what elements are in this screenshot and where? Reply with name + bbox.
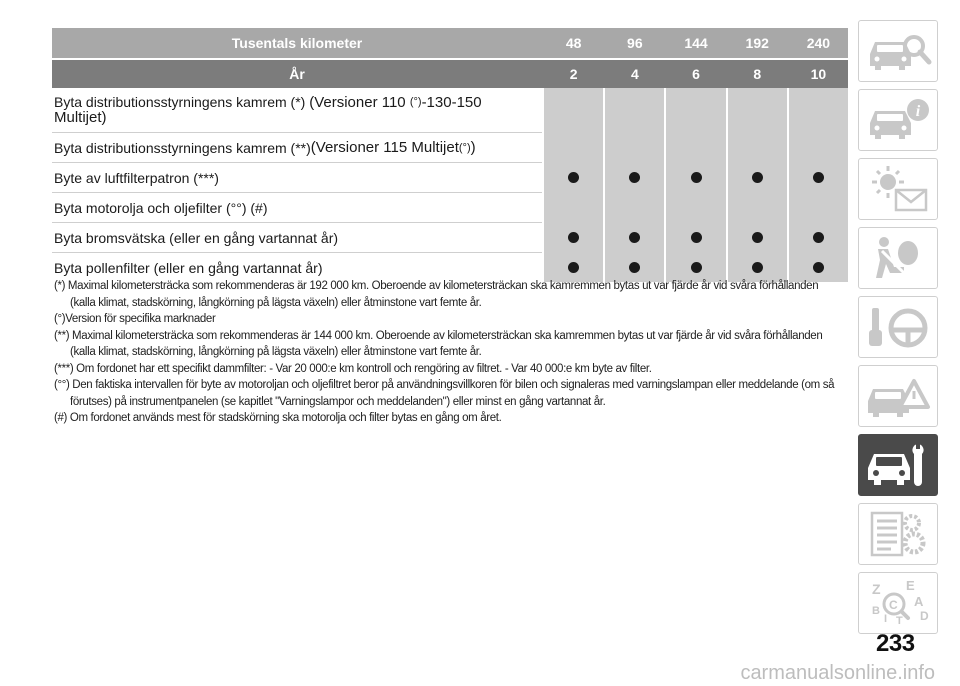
row-cells bbox=[542, 162, 848, 192]
warning-light-message-icon bbox=[862, 162, 934, 216]
table-row bbox=[52, 88, 848, 132]
interval-cell bbox=[664, 88, 725, 132]
chapter-tab-warning-lights[interactable] bbox=[858, 158, 938, 220]
interval-cell bbox=[787, 192, 848, 222]
interval-cell bbox=[664, 132, 725, 162]
chapter-tab-emergency[interactable] bbox=[858, 365, 938, 427]
interval-cell bbox=[726, 222, 787, 252]
car-warning-triangle-icon bbox=[862, 369, 934, 423]
row-cells bbox=[542, 192, 848, 222]
chapter-tab-maintenance[interactable] bbox=[858, 434, 938, 496]
svg-text:T: T bbox=[896, 615, 903, 627]
interval-cell bbox=[542, 88, 603, 132]
km-value: 144 bbox=[684, 35, 708, 51]
svg-text:B: B bbox=[872, 605, 880, 617]
row-label-text: (Versioner 110 bbox=[309, 94, 410, 111]
interval-cell bbox=[542, 192, 603, 222]
row-label-text: (Versioner 115 Multijet bbox=[310, 139, 459, 156]
service-dot-icon bbox=[752, 262, 763, 273]
service-dot-icon bbox=[568, 172, 579, 183]
footnotes bbox=[54, 278, 844, 427]
service-dot-icon bbox=[629, 262, 640, 273]
footnote: (#) Om fordonet används mest för stadskörning ska motorolja och filter bytas en gång om året. bbox=[54, 412, 502, 424]
service-dot-icon bbox=[813, 232, 824, 243]
row-cells bbox=[542, 132, 848, 162]
interval-cell bbox=[664, 192, 725, 222]
year-value: 4 bbox=[630, 66, 639, 82]
chapter-tab-know-your-car[interactable] bbox=[858, 89, 938, 151]
row-label: Byta bromsvätska (eller en gång vartannat år) bbox=[52, 222, 542, 252]
svg-text:I: I bbox=[884, 613, 888, 625]
row-label: Byta motorolja och oljefilter (°°) (#) bbox=[52, 192, 542, 222]
interval-cell bbox=[787, 132, 848, 162]
interval-cell bbox=[603, 162, 664, 192]
service-dot-icon bbox=[691, 232, 702, 243]
row-label bbox=[52, 132, 542, 162]
interval-cell bbox=[542, 222, 603, 252]
row-label-sup: (°) bbox=[409, 96, 422, 108]
row-cells bbox=[542, 88, 848, 132]
service-dot-icon bbox=[629, 172, 640, 183]
service-dot-icon bbox=[629, 232, 640, 243]
svg-text:i: i bbox=[915, 103, 921, 120]
table-row bbox=[52, 162, 848, 192]
km-value: 240 bbox=[806, 35, 831, 51]
interval-cell bbox=[664, 162, 725, 192]
row-label-text: Byta distributionsstyrningens kamrem (*) bbox=[54, 94, 310, 110]
interval-cell bbox=[726, 132, 787, 162]
interval-cell bbox=[726, 88, 787, 132]
km-value: 96 bbox=[627, 35, 643, 51]
interval-cell bbox=[726, 192, 787, 222]
row-label bbox=[52, 88, 542, 132]
header-year-label: År bbox=[289, 66, 305, 82]
year-value: 10 bbox=[810, 66, 827, 82]
airbag-passenger-icon bbox=[862, 231, 934, 285]
interval-cell bbox=[664, 222, 725, 252]
km-value: 192 bbox=[745, 35, 769, 51]
interval-cell bbox=[787, 88, 848, 132]
service-dot-icon bbox=[813, 172, 824, 183]
table-row bbox=[52, 132, 848, 162]
km-value: 48 bbox=[565, 35, 582, 51]
alphabetical-index-icon bbox=[862, 576, 934, 630]
page-number: 233 bbox=[876, 630, 915, 657]
svg-text:E: E bbox=[906, 578, 915, 593]
footnote: (°°) Den faktiska intervallen för byte av motoroljan och oljefiltret beror på användningsvillkoren för bilen och signaleras med varningslampan eller meddelande (om så förutses) på instrumentpanelen (se kapitlet "Varningslampor och meddelanden") eller minst en gång vartannat år. bbox=[54, 379, 835, 408]
chapter-tab-overview[interactable] bbox=[858, 20, 938, 82]
footnote: (°)Version för specifika marknader bbox=[54, 313, 216, 325]
key-steering-wheel-icon bbox=[862, 300, 934, 354]
row-label-text: ) bbox=[470, 139, 476, 156]
row-label: Byte av luftfilterpatron (***) bbox=[52, 162, 542, 192]
car-wrench-icon bbox=[862, 438, 934, 492]
chapter-tab-starting-driving[interactable] bbox=[858, 296, 938, 358]
footnote: (*) Maximal kilometersträcka som rekommenderas är 192 000 km. Oberoende av kilometersträckan ska kamremmen bytas ut var fjärde år vid svåra förhållanden (kalla klimat, stadskörning, långkörning på lägsta växeln) eller åtminstone vart femte år. bbox=[54, 280, 819, 309]
chapter-tab-safety[interactable] bbox=[858, 227, 938, 289]
svg-text:A: A bbox=[914, 594, 924, 609]
service-dot-icon bbox=[813, 262, 824, 273]
footnote: (**) Maximal kilometersträcka som rekommenderas är 144 000 km. Oberoende av kilometersträckan ska kamremmen bytas ut var fjärde år vid svåra förhållanden (kalla klimat, stadskörning, långkörning på lägsta växeln) eller åtminstone vart femte år. bbox=[54, 329, 823, 358]
header-row-km bbox=[52, 28, 848, 58]
table-row bbox=[52, 222, 848, 252]
service-dot-icon bbox=[691, 172, 702, 183]
car-info-icon bbox=[862, 93, 934, 147]
table-row bbox=[52, 192, 848, 222]
service-dot-icon bbox=[752, 232, 763, 243]
row-label-sup: (°) bbox=[458, 141, 471, 154]
spec-sheet-gears-icon bbox=[862, 507, 934, 561]
interval-cell bbox=[603, 132, 664, 162]
header-km-label: Tusentals kilometer bbox=[231, 35, 363, 51]
interval-cell bbox=[542, 162, 603, 192]
interval-cell bbox=[787, 222, 848, 252]
row-cells bbox=[542, 222, 848, 252]
chapter-tabs bbox=[858, 20, 940, 641]
row-label-text: Byta distributionsstyrningens kamrem (**) bbox=[54, 139, 311, 156]
row-label-text: -130-150 bbox=[421, 94, 482, 111]
service-dot-icon bbox=[691, 262, 702, 273]
header-row-year bbox=[52, 58, 848, 88]
chapter-tab-technical-data[interactable] bbox=[858, 503, 938, 565]
chapter-tab-index[interactable] bbox=[858, 572, 938, 634]
interval-cell bbox=[603, 88, 664, 132]
interval-cell bbox=[603, 222, 664, 252]
svg-text:Z: Z bbox=[872, 581, 881, 597]
year-value: 8 bbox=[753, 66, 762, 82]
row-label-text: Multijet) bbox=[54, 109, 107, 126]
year-value: 2 bbox=[569, 66, 578, 82]
interval-cell bbox=[726, 162, 787, 192]
service-dot-icon bbox=[568, 262, 579, 273]
svg-text:D: D bbox=[920, 609, 929, 623]
service-dot-icon bbox=[752, 172, 763, 183]
interval-cell bbox=[603, 192, 664, 222]
row-label: Byta pollenfilter (eller en gång vartannat år) bbox=[52, 252, 542, 282]
interval-cell bbox=[542, 132, 603, 162]
year-value: 6 bbox=[692, 66, 700, 82]
car-magnifier-icon bbox=[862, 24, 934, 78]
interval-cell bbox=[787, 162, 848, 192]
watermark: carmanualsonline.info bbox=[740, 662, 935, 684]
svg-text:C: C bbox=[889, 598, 898, 612]
footnote: (***) Om fordonet har ett specifikt dammfilter: - Var 20 000:e km kontroll och rengöring av filtret. - Var 40 000:e km byte av filter. bbox=[54, 362, 652, 375]
service-dot-icon bbox=[568, 232, 579, 243]
maintenance-table bbox=[52, 28, 848, 282]
